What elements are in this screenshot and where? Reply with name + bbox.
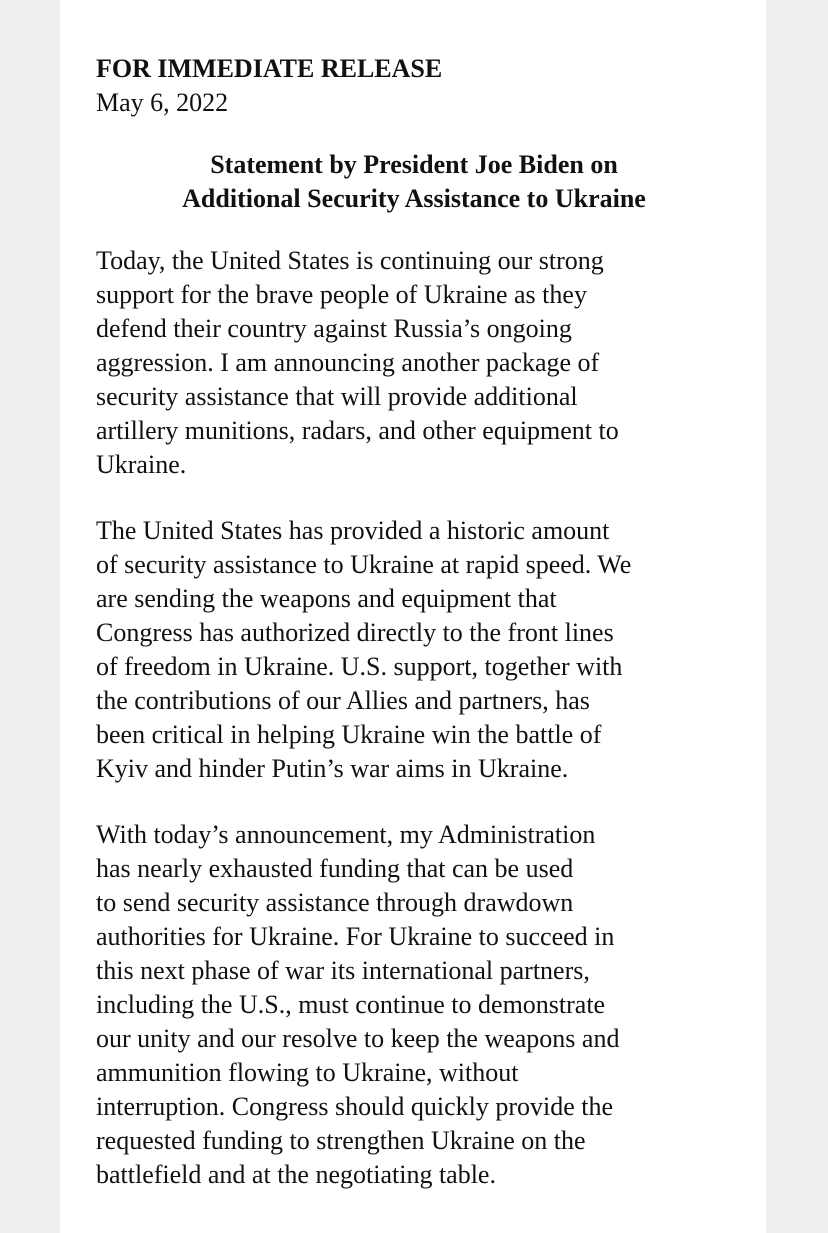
paragraph-line: of freedom in Ukraine. U.S. support, together with xyxy=(96,652,623,681)
paragraph-line: interruption. Congress should quickly provide the xyxy=(96,1092,614,1121)
title-line: Statement by President Joe Biden on xyxy=(210,150,618,179)
paragraph-line: defend their country against Russia’s ongoing xyxy=(96,314,572,343)
paragraph-line: the contributions of our Allies and partners, has xyxy=(96,686,590,715)
paragraph-line: to send security assistance through drawdown xyxy=(96,888,574,917)
paragraph-line: With today’s announcement, my Administration xyxy=(96,820,596,849)
release-label: FOR IMMEDIATE RELEASE xyxy=(96,54,443,83)
paragraph-line: Kyiv and hinder Putin’s war aims in Ukraine. xyxy=(96,754,569,783)
paragraph-line: authorities for Ukraine. For Ukraine to succeed in xyxy=(96,922,615,951)
paragraph-line: The United States has provided a historic amount xyxy=(96,516,610,545)
release-date: May 6, 2022 xyxy=(96,88,229,117)
paragraph-line: security assistance that will provide additional xyxy=(96,382,578,411)
paragraph-line: Ukraine. xyxy=(96,450,187,479)
paragraph-line: support for the brave people of Ukraine as they xyxy=(96,280,587,309)
paragraph-line: are sending the weapons and equipment that xyxy=(96,584,557,613)
document-page xyxy=(60,0,766,1233)
paragraph-3 xyxy=(96,818,736,1192)
statement-title xyxy=(96,148,732,216)
paragraph-line: of security assistance to Ukraine at rapid speed. We xyxy=(96,550,632,579)
paragraph-line: Today, the United States is continuing our strong xyxy=(96,246,604,275)
press-release xyxy=(96,52,736,1224)
paragraph-line: including the U.S., must continue to demonstrate xyxy=(96,990,606,1019)
paragraph-line: this next phase of war its international partners, xyxy=(96,956,590,985)
paragraph-line: has nearly exhausted funding that can be used xyxy=(96,854,574,883)
paragraph-line: Congress has authorized directly to the front lines xyxy=(96,618,614,647)
paragraph-1 xyxy=(96,244,736,482)
paragraph-line: ammunition flowing to Ukraine, without xyxy=(96,1058,519,1087)
paragraph-line: battlefield and at the negotiating table. xyxy=(96,1160,496,1189)
paragraph-line: artillery munitions, radars, and other equipment to xyxy=(96,416,619,445)
paragraph-line: been critical in helping Ukraine win the battle of xyxy=(96,720,602,749)
paragraph-line: aggression. I am announcing another package of xyxy=(96,348,600,377)
paragraph-2 xyxy=(96,514,736,786)
paragraph-line: our unity and our resolve to keep the weapons and xyxy=(96,1024,620,1053)
paragraph-line: requested funding to strengthen Ukraine on the xyxy=(96,1126,586,1155)
title-line: Additional Security Assistance to Ukraine xyxy=(182,184,646,213)
